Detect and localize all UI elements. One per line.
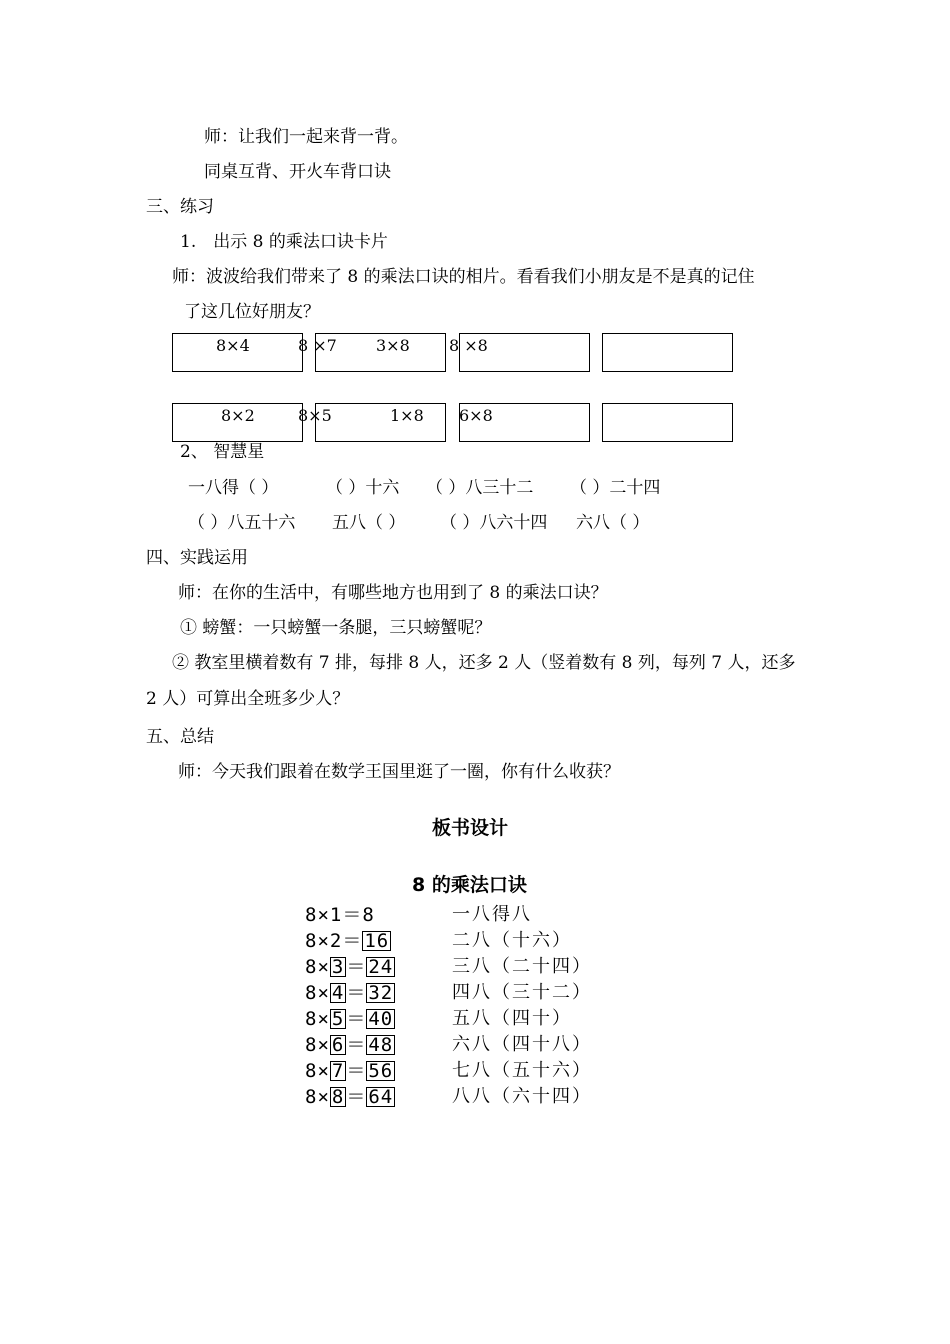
teacher-line-recite: 师：让我们一起来背一背。 bbox=[204, 127, 408, 147]
table-row-equation: 8× 8 ＝ 64 bbox=[305, 1086, 394, 1108]
product-box: 16 bbox=[364, 930, 390, 952]
classroom-question-cont: 2 人）可算出全班多少人？ bbox=[146, 689, 350, 709]
card-label: 8 ×7 bbox=[298, 336, 337, 355]
board-subtitle: 8 的乘法口诀 bbox=[412, 874, 527, 896]
table-row-equation: 8× 7 ＝ 56 bbox=[305, 1060, 394, 1082]
table-row-rhyme: 三八（二十四） bbox=[452, 956, 592, 977]
section-heading-practice: 三、练习 bbox=[146, 197, 214, 217]
wisdom-item: 一八得（ ） bbox=[188, 478, 279, 498]
multiplier-box: 5 bbox=[331, 1008, 345, 1030]
wisdom-heading: 2、 智慧星 bbox=[180, 442, 265, 462]
product-box: 56 bbox=[368, 1060, 394, 1082]
classroom-question: ② 教室里横着数有 7 排，每排 8 人，还多 2 人（竖着数有 8 列，每列 7 人，还多 bbox=[172, 653, 796, 673]
section-heading-summary: 五、总结 bbox=[146, 727, 214, 747]
table-row-rhyme: 七八（五十六） bbox=[452, 1060, 592, 1081]
product-box: 48 bbox=[368, 1034, 394, 1056]
table-row-rhyme: 六八（四十八） bbox=[452, 1034, 592, 1055]
recite-method-line: 同桌互背、开火车背口诀 bbox=[204, 162, 391, 182]
teacher-line-cards-cont: 了这几位好朋友？ bbox=[184, 302, 320, 322]
board-design-title: 板书设计 bbox=[432, 817, 509, 839]
product-box: 40 bbox=[368, 1008, 394, 1030]
wisdom-item: 六八（ ） bbox=[576, 513, 650, 533]
card-label: 8×5 bbox=[298, 406, 332, 425]
multiplier-box: 8 bbox=[331, 1086, 345, 1108]
card-label: 1×8 bbox=[390, 406, 424, 425]
table-row-rhyme: 四八（三十二） bbox=[452, 982, 592, 1003]
crab-question: ① 螃蟹：一只螃蟹一条腿，三只螃蟹呢？ bbox=[180, 618, 492, 638]
card-label: 8×2 bbox=[221, 406, 255, 425]
table-row-equation: 8×2＝ 16 bbox=[305, 930, 390, 952]
product-box: 32 bbox=[368, 982, 394, 1004]
wisdom-item: （ ）八三十二 bbox=[426, 478, 534, 498]
wisdom-item: 五八（ ） bbox=[332, 513, 406, 533]
practice-item-1: 1. 出示 8 的乘法口诀卡片 bbox=[180, 232, 388, 252]
table-row-rhyme: 一八得八 bbox=[452, 904, 532, 925]
multiplier-box: 6 bbox=[331, 1034, 345, 1056]
table-row-rhyme: 八八（六十四） bbox=[452, 1086, 592, 1107]
section-heading-application: 四、实践运用 bbox=[146, 548, 248, 568]
teacher-line-cards: 师：波波给我们带来了 8 的乘法口诀的相片。看看我们小朋友是不是真的记住 bbox=[172, 267, 755, 287]
teacher-question-life: 师：在你的生活中，有哪些地方也用到了 8 的乘法口诀？ bbox=[178, 583, 608, 603]
card-r1-4 bbox=[602, 333, 733, 372]
wisdom-item: （ ）八六十四 bbox=[440, 513, 548, 533]
product-box: 64 bbox=[368, 1086, 394, 1108]
card-label: 3×8 bbox=[376, 336, 410, 355]
multiplier-box: 4 bbox=[331, 982, 345, 1004]
multiplier-box: 3 bbox=[331, 956, 345, 978]
card-r2-2 bbox=[315, 403, 446, 442]
table-row-equation: 8× 5 ＝ 40 bbox=[305, 1008, 394, 1030]
teacher-question-harvest: 师：今天我们跟着在数学王国里逛了一圈，你有什么收获？ bbox=[178, 762, 620, 782]
table-row-rhyme: 五八（四十） bbox=[452, 1008, 572, 1029]
wisdom-item: （ ）十六 bbox=[326, 478, 400, 498]
card-label: 8×4 bbox=[216, 336, 250, 355]
multiplier-box: 7 bbox=[331, 1060, 345, 1082]
wisdom-item: （ ）二十四 bbox=[570, 478, 661, 498]
card-label: 8 ×8 bbox=[449, 336, 488, 355]
table-row-rhyme: 二八（十六） bbox=[452, 930, 572, 951]
table-row-equation: 8×1＝8 bbox=[305, 904, 375, 926]
product-box: 24 bbox=[368, 956, 394, 978]
wisdom-item: （ ）八五十六 bbox=[188, 513, 296, 533]
table-row-equation: 8× 3 ＝ 24 bbox=[305, 956, 394, 978]
table-row-equation: 8× 6 ＝ 48 bbox=[305, 1034, 394, 1056]
card-label: 6×8 bbox=[459, 406, 493, 425]
table-row-equation: 8× 4 ＝ 32 bbox=[305, 982, 394, 1004]
card-r2-4 bbox=[602, 403, 733, 442]
